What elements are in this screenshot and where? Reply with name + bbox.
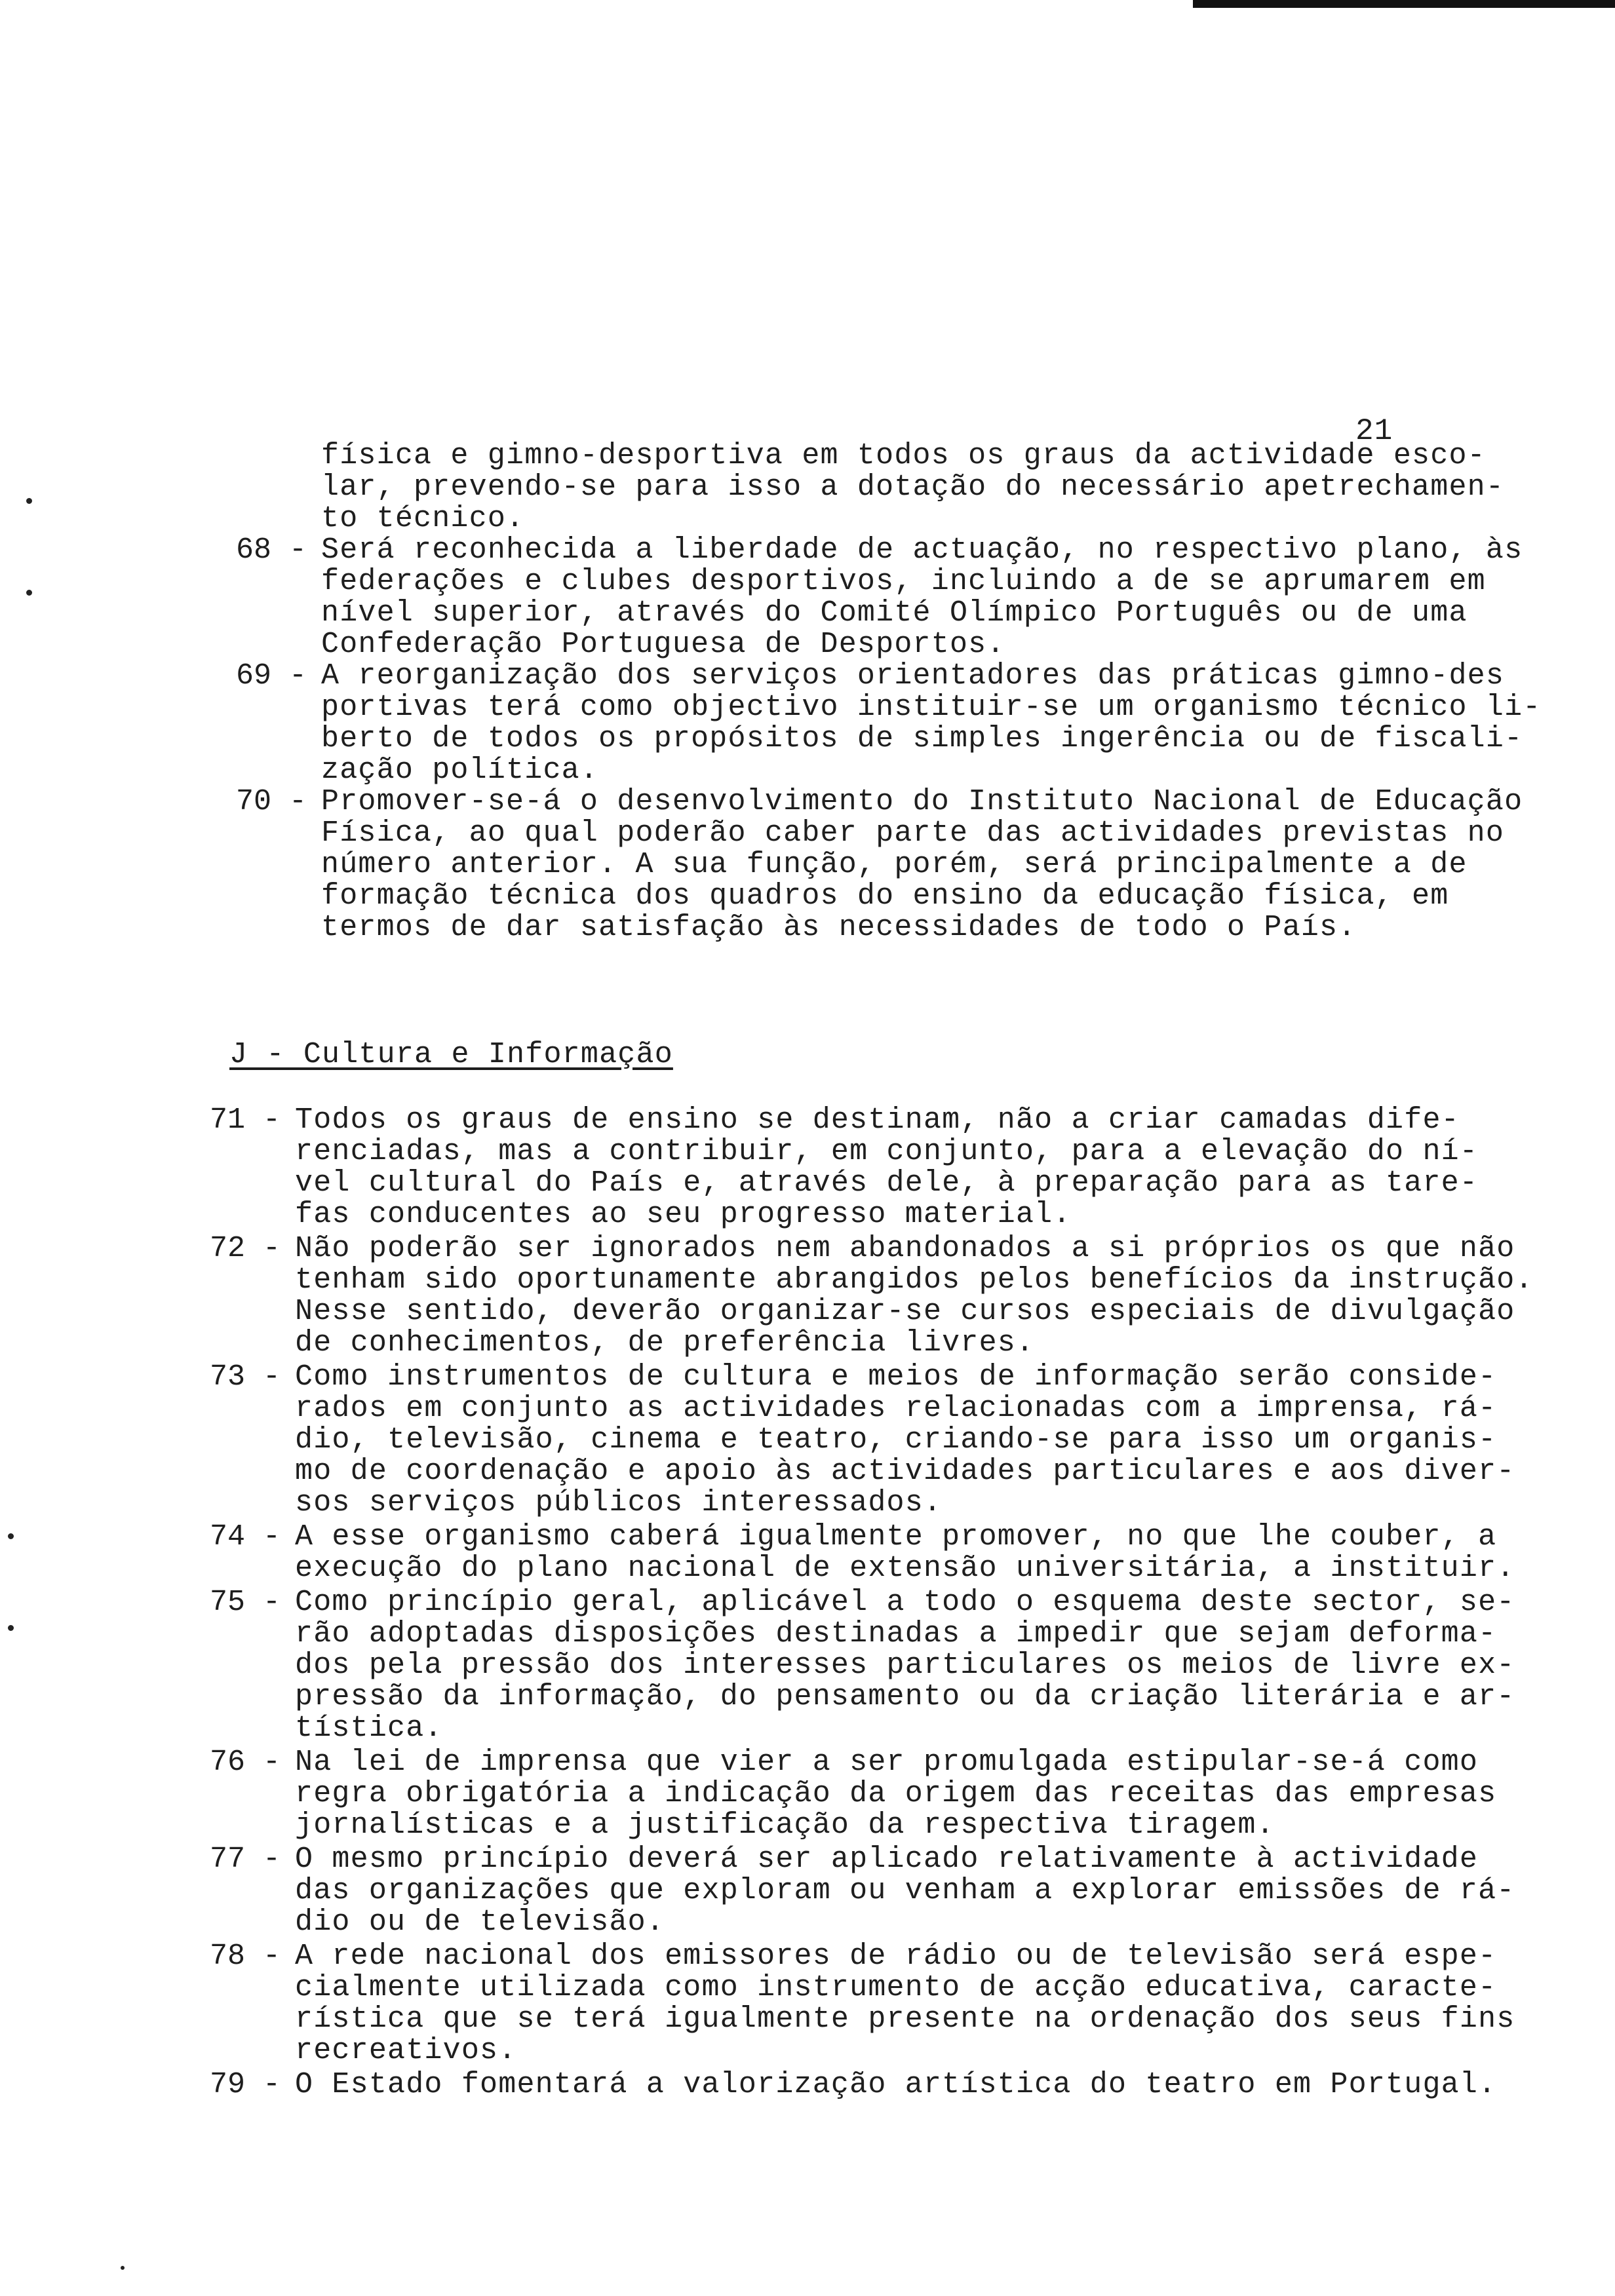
- text-line: lar, prevendo-se para isso a dotação do necessário apetrechamen-: [321, 470, 1505, 504]
- item-number: 68 -: [236, 533, 307, 567]
- margin-speck: [121, 2266, 125, 2270]
- numbered-item: [210, 1586, 1615, 1745]
- margin-speck: [26, 590, 32, 596]
- margin-speck: [8, 1533, 14, 1539]
- text-line: Confederação Portuguesa de Desportos.: [321, 628, 1005, 661]
- text-line: de conhecimentos, de preferência livres.: [295, 1326, 1035, 1360]
- text-line: zação política.: [321, 754, 599, 787]
- text-line: federações e clubes desportivos, incluindo a de se aprumarem em: [321, 565, 1486, 598]
- text-line: tenham sido oportunamente abrangidos pelos benefícios da instrução.: [295, 1263, 1534, 1297]
- item-number: 73 -: [210, 1360, 281, 1394]
- text-line: O mesmo princípio deverá ser aplicado relativamente à actividade: [295, 1843, 1479, 1876]
- text-line: Nesse sentido, deverão organizar-se cursos especiais de divulgação: [295, 1295, 1515, 1328]
- numbered-item: [210, 1746, 1615, 1842]
- text-line: rística que se terá igualmente presente na ordenação dos seus fins: [295, 2002, 1515, 2036]
- item-number: 70 -: [236, 785, 307, 818]
- text-line: número anterior. A sua função, porém, será principalmente a de: [321, 848, 1468, 881]
- text-line: rados em conjunto as actividades relacionadas com a imprensa, rá-: [295, 1392, 1497, 1425]
- item-number: 76 -: [210, 1746, 281, 1779]
- margin-speck: [8, 1625, 14, 1631]
- text-line: física e gimno-desportiva em todos os graus da actividade esco-: [321, 439, 1486, 472]
- text-line: pressão da informação, do pensamento ou da criação literária e ar-: [295, 1680, 1515, 1713]
- text-line: renciadas, mas a contribuir, em conjunto, para a elevação do ní-: [295, 1135, 1479, 1168]
- text-line: tística.: [295, 1712, 443, 1745]
- numbered-item: [210, 1103, 1615, 1231]
- item-number: 74 -: [210, 1520, 281, 1554]
- numbered-item: [210, 1520, 1615, 1585]
- text-line: A esse organismo caberá igualmente promover, no que lhe couber, a: [295, 1520, 1497, 1554]
- page-number: 21: [1355, 414, 1393, 448]
- text-line: vel cultural do País e, através dele, à preparação para as tare-: [295, 1166, 1479, 1200]
- text-line: rão adoptadas disposições destinadas a impedir que sejam deforma-: [295, 1617, 1497, 1651]
- text-line: Como princípio geral, aplicável a todo o esquema deste sector, se-: [295, 1586, 1515, 1619]
- numbered-item: [236, 785, 1615, 944]
- numbered-item: [210, 1360, 1615, 1520]
- text-line: nível superior, através do Comité Olímpico Português ou de uma: [321, 596, 1468, 630]
- text-line: portivas terá como objectivo instituir-se um organismo técnico li-: [321, 691, 1542, 724]
- item-number: 75 -: [210, 1586, 281, 1619]
- text-line: berto de todos os propósitos de simples ingerência ou de fiscali-: [321, 722, 1523, 756]
- text-line: Promover-se-á o desenvolvimento do Instituto Nacional de Educação: [321, 785, 1523, 818]
- text-line: formação técnica dos quadros do ensino da educação física, em: [321, 879, 1449, 913]
- top-edge-rule: [1193, 0, 1615, 8]
- text-line: Será reconhecida a liberdade de actuação, no respectivo plano, às: [321, 533, 1523, 567]
- text-line: dio, televisão, cinema e teatro, criando-se para isso um organis-: [295, 1423, 1497, 1457]
- text-line: to técnico.: [321, 502, 525, 535]
- text-line: Como instrumentos de cultura e meios de informação serão conside-: [295, 1360, 1497, 1394]
- item-number: 69 -: [236, 659, 307, 693]
- text-line: A reorganização dos serviços orientadores das práticas gimno-des: [321, 659, 1505, 693]
- text-line: O Estado fomentará a valorização artística do teatro em Portugal.: [295, 2068, 1497, 2101]
- numbered-item: [236, 533, 1615, 661]
- text-line: Na lei de imprensa que vier a ser promulgada estipular-se-á como: [295, 1746, 1479, 1779]
- numbered-item: [210, 2068, 1615, 2101]
- text-line: termos de dar satisfação às necessidades de todo o País.: [321, 911, 1357, 944]
- item-number: 79 -: [210, 2068, 281, 2101]
- text-block-before-heading: [236, 439, 1615, 944]
- item-number: 72 -: [210, 1232, 281, 1265]
- text-line: fas conducentes ao seu progresso material.: [295, 1198, 1072, 1231]
- text-line: recreativos.: [295, 2034, 517, 2067]
- numbered-item: [210, 1940, 1615, 2067]
- item-number: 77 -: [210, 1843, 281, 1876]
- text-line: Física, ao qual poderão caber parte das actividades previstas no: [321, 816, 1505, 850]
- text-line: dos pela pressão dos interesses particulares os meios de livre ex-: [295, 1649, 1515, 1682]
- numbered-item: [210, 1843, 1615, 1939]
- text-line: jornalísticas e a justificação da respectiva tiragem.: [295, 1808, 1275, 1842]
- section-heading: J - Cultura e Informação: [229, 1038, 673, 1071]
- text-line: Não poderão ser ignorados nem abandonados a si próprios os que não: [295, 1232, 1515, 1265]
- item-number: 71 -: [210, 1103, 281, 1137]
- text-line: dio ou de televisão.: [295, 1905, 665, 1939]
- text-line: sos serviços públicos interessados.: [295, 1486, 943, 1520]
- text-line: regra obrigatória a indicação da origem das receitas das empresas: [295, 1777, 1497, 1810]
- numbered-item: [236, 659, 1615, 787]
- text-line: Todos os graus de ensino se destinam, não a criar camadas dife-: [295, 1103, 1460, 1137]
- text-line: A rede nacional dos emissores de rádio ou de televisão será espe-: [295, 1940, 1497, 1973]
- margin-speck: [26, 498, 32, 504]
- text-line: cialmente utilizada como instrumento de acção educativa, caracte-: [295, 1971, 1497, 2004]
- numbered-item: [210, 1232, 1615, 1360]
- text-line: execução do plano nacional de extensão universitária, a instituir.: [295, 1552, 1515, 1585]
- item-number: 78 -: [210, 1940, 281, 1973]
- text-line: mo de coordenação e apoio às actividades particulares e aos diver-: [295, 1455, 1515, 1488]
- text-line: das organizações que exploram ou venham a explorar emissões de rá-: [295, 1874, 1515, 1907]
- text-block-after-heading: [210, 1103, 1615, 2103]
